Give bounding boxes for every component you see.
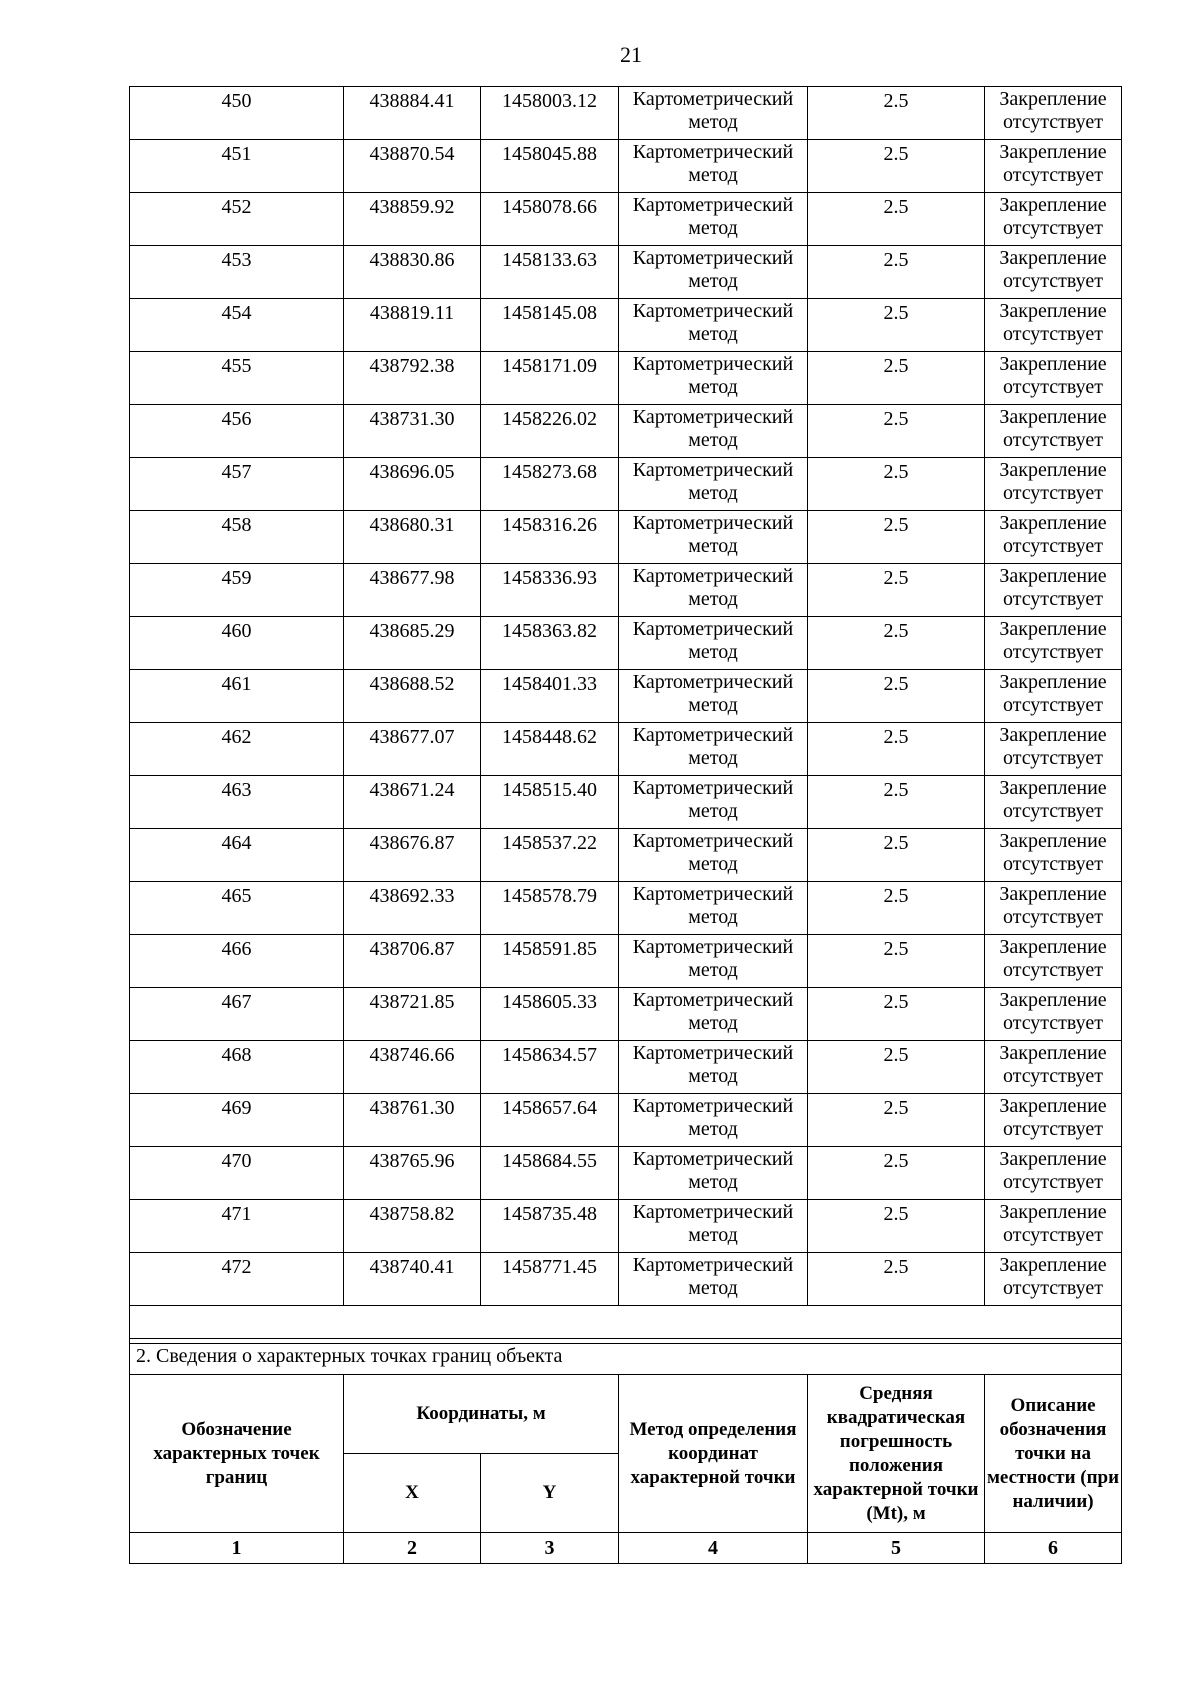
description-line: Закрепление bbox=[999, 141, 1107, 163]
table-row bbox=[130, 299, 1122, 352]
method-cell bbox=[619, 1041, 808, 1094]
mt-value: 2.5 bbox=[808, 1147, 985, 1200]
table-row bbox=[130, 564, 1122, 617]
coord-y: 1458401.33 bbox=[481, 670, 619, 723]
table-row bbox=[130, 458, 1122, 511]
mt-value: 2.5 bbox=[808, 1094, 985, 1147]
method-cell bbox=[619, 882, 808, 935]
coord-y: 1458578.79 bbox=[481, 882, 619, 935]
point-number: 467 bbox=[130, 988, 344, 1041]
coord-x: 438677.07 bbox=[344, 723, 481, 776]
method-line: Картометрический bbox=[632, 671, 794, 693]
coord-x: 438830.86 bbox=[344, 246, 481, 299]
description-line: отсутствует bbox=[1002, 111, 1104, 133]
coord-y: 1458145.08 bbox=[481, 299, 619, 352]
coord-y: 1458684.55 bbox=[481, 1147, 619, 1200]
method-line: Картометрический bbox=[632, 565, 794, 587]
description-cell bbox=[985, 1200, 1122, 1253]
method-cell bbox=[619, 723, 808, 776]
description-cell bbox=[985, 1147, 1122, 1200]
section2-table bbox=[129, 1338, 1122, 1564]
description-line: отсутствует bbox=[1002, 1065, 1104, 1087]
method-line: метод bbox=[688, 376, 738, 398]
col-number-4: 4 bbox=[619, 1533, 808, 1564]
table-row bbox=[130, 723, 1122, 776]
description-cell bbox=[985, 776, 1122, 829]
table-row bbox=[130, 988, 1122, 1041]
coord-x: 438761.30 bbox=[344, 1094, 481, 1147]
method-line: метод bbox=[688, 323, 738, 345]
method-line: Картометрический bbox=[632, 830, 794, 852]
method-line: метод bbox=[688, 217, 738, 239]
description-line: Закрепление bbox=[999, 1254, 1107, 1276]
description-cell bbox=[985, 511, 1122, 564]
coord-x: 438758.82 bbox=[344, 1200, 481, 1253]
method-line: метод bbox=[688, 164, 738, 186]
mt-value: 2.5 bbox=[808, 405, 985, 458]
header-x: X bbox=[344, 1454, 481, 1533]
coord-x: 438746.66 bbox=[344, 1041, 481, 1094]
point-number: 471 bbox=[130, 1200, 344, 1253]
method-line: Картометрический bbox=[632, 1148, 794, 1170]
coord-x: 438692.33 bbox=[344, 882, 481, 935]
method-cell bbox=[619, 1147, 808, 1200]
description-cell bbox=[985, 193, 1122, 246]
mt-value: 2.5 bbox=[808, 140, 985, 193]
point-number: 469 bbox=[130, 1094, 344, 1147]
description-line: Закрепление bbox=[999, 565, 1107, 587]
coord-x: 438884.41 bbox=[344, 87, 481, 140]
method-line: Картометрический bbox=[632, 141, 794, 163]
description-line: отсутствует bbox=[1002, 1224, 1104, 1246]
coord-y: 1458003.12 bbox=[481, 87, 619, 140]
table-row bbox=[130, 405, 1122, 458]
point-number: 456 bbox=[130, 405, 344, 458]
description-cell bbox=[985, 564, 1122, 617]
coord-y: 1458605.33 bbox=[481, 988, 619, 1041]
mt-value: 2.5 bbox=[808, 1253, 985, 1306]
description-line: отсутствует bbox=[1002, 800, 1104, 822]
point-number: 454 bbox=[130, 299, 344, 352]
description-line: Закрепление bbox=[999, 194, 1107, 216]
method-cell bbox=[619, 670, 808, 723]
method-line: метод bbox=[688, 588, 738, 610]
table-row bbox=[130, 617, 1122, 670]
method-line: Картометрический bbox=[632, 936, 794, 958]
method-line: Картометрический bbox=[632, 1254, 794, 1276]
method-line: Картометрический bbox=[632, 618, 794, 640]
col-number-2: 2 bbox=[344, 1533, 481, 1564]
method-cell bbox=[619, 617, 808, 670]
mt-value: 2.5 bbox=[808, 246, 985, 299]
coord-x: 438721.85 bbox=[344, 988, 481, 1041]
method-line: метод bbox=[688, 535, 738, 557]
method-line: метод bbox=[688, 959, 738, 981]
table-row bbox=[130, 1147, 1122, 1200]
method-cell bbox=[619, 140, 808, 193]
description-line: Закрепление bbox=[999, 512, 1107, 534]
coord-y: 1458448.62 bbox=[481, 723, 619, 776]
method-line: метод bbox=[688, 1065, 738, 1087]
coord-y: 1458591.85 bbox=[481, 935, 619, 988]
point-number: 461 bbox=[130, 670, 344, 723]
method-line: Картометрический bbox=[632, 353, 794, 375]
method-cell bbox=[619, 352, 808, 405]
mt-value: 2.5 bbox=[808, 723, 985, 776]
description-cell bbox=[985, 458, 1122, 511]
coord-y: 1458171.09 bbox=[481, 352, 619, 405]
method-line: метод bbox=[688, 270, 738, 292]
description-line: Закрепление bbox=[999, 459, 1107, 481]
table-row bbox=[130, 829, 1122, 882]
header-desc: Описание обозначения точки на местности (при наличии) bbox=[985, 1375, 1122, 1533]
table-row bbox=[130, 511, 1122, 564]
description-line: отсутствует bbox=[1002, 323, 1104, 345]
point-number: 465 bbox=[130, 882, 344, 935]
description-cell bbox=[985, 87, 1122, 140]
description-line: Закрепление bbox=[999, 300, 1107, 322]
section2-title: 2. Сведения о характерных точках границ объекта bbox=[130, 1339, 1122, 1375]
header-method: Метод определения координат характерной точки bbox=[619, 1375, 808, 1533]
coord-x: 438765.96 bbox=[344, 1147, 481, 1200]
method-cell bbox=[619, 511, 808, 564]
point-number: 460 bbox=[130, 617, 344, 670]
point-number: 453 bbox=[130, 246, 344, 299]
header-mt: Средняя квадратическая погрешность положения характерной точки (Mt), м bbox=[808, 1375, 985, 1533]
mt-value: 2.5 bbox=[808, 193, 985, 246]
description-cell bbox=[985, 935, 1122, 988]
table-row bbox=[130, 1041, 1122, 1094]
description-cell bbox=[985, 405, 1122, 458]
method-cell bbox=[619, 458, 808, 511]
coord-x: 438696.05 bbox=[344, 458, 481, 511]
coord-y: 1458657.64 bbox=[481, 1094, 619, 1147]
description-line: отсутствует bbox=[1002, 853, 1104, 875]
method-cell bbox=[619, 299, 808, 352]
description-cell bbox=[985, 352, 1122, 405]
coord-x: 438870.54 bbox=[344, 140, 481, 193]
coord-x: 438671.24 bbox=[344, 776, 481, 829]
method-line: метод bbox=[688, 800, 738, 822]
method-line: метод bbox=[688, 747, 738, 769]
method-line: Картометрический bbox=[632, 1042, 794, 1064]
method-line: метод bbox=[688, 429, 738, 451]
mt-value: 2.5 bbox=[808, 458, 985, 511]
method-line: Картометрический bbox=[632, 512, 794, 534]
method-line: Картометрический bbox=[632, 989, 794, 1011]
description-line: Закрепление bbox=[999, 88, 1107, 110]
description-cell bbox=[985, 1253, 1122, 1306]
method-line: метод bbox=[688, 482, 738, 504]
description-cell bbox=[985, 882, 1122, 935]
description-line: отсутствует bbox=[1002, 747, 1104, 769]
points-table-body bbox=[130, 87, 1122, 1344]
table-row bbox=[130, 352, 1122, 405]
point-number: 468 bbox=[130, 1041, 344, 1094]
coord-x: 438706.87 bbox=[344, 935, 481, 988]
mt-value: 2.5 bbox=[808, 299, 985, 352]
mt-value: 2.5 bbox=[808, 511, 985, 564]
coord-y: 1458634.57 bbox=[481, 1041, 619, 1094]
col-number-6: 6 bbox=[985, 1533, 1122, 1564]
point-number: 470 bbox=[130, 1147, 344, 1200]
description-line: отсутствует bbox=[1002, 482, 1104, 504]
method-cell bbox=[619, 1253, 808, 1306]
description-line: Закрепление bbox=[999, 777, 1107, 799]
description-line: отсутствует bbox=[1002, 641, 1104, 663]
coord-y: 1458273.68 bbox=[481, 458, 619, 511]
point-number: 464 bbox=[130, 829, 344, 882]
method-line: метод bbox=[688, 641, 738, 663]
description-cell bbox=[985, 1041, 1122, 1094]
description-line: Закрепление bbox=[999, 618, 1107, 640]
coord-y: 1458226.02 bbox=[481, 405, 619, 458]
coord-x: 438859.92 bbox=[344, 193, 481, 246]
description-cell bbox=[985, 1094, 1122, 1147]
coord-y: 1458363.82 bbox=[481, 617, 619, 670]
method-line: Картометрический bbox=[632, 1095, 794, 1117]
description-line: Закрепление bbox=[999, 353, 1107, 375]
description-cell bbox=[985, 829, 1122, 882]
description-cell bbox=[985, 246, 1122, 299]
table-row bbox=[130, 87, 1122, 140]
coord-x: 438688.52 bbox=[344, 670, 481, 723]
method-line: Картометрический bbox=[632, 777, 794, 799]
mt-value: 2.5 bbox=[808, 87, 985, 140]
coord-y: 1458078.66 bbox=[481, 193, 619, 246]
method-line: Картометрический bbox=[632, 883, 794, 905]
mt-value: 2.5 bbox=[808, 1200, 985, 1253]
method-cell bbox=[619, 935, 808, 988]
description-line: отсутствует bbox=[1002, 217, 1104, 239]
mt-value: 2.5 bbox=[808, 564, 985, 617]
coord-y: 1458045.88 bbox=[481, 140, 619, 193]
coord-x: 438685.29 bbox=[344, 617, 481, 670]
description-cell bbox=[985, 670, 1122, 723]
coord-y: 1458316.26 bbox=[481, 511, 619, 564]
coord-x: 438731.30 bbox=[344, 405, 481, 458]
description-cell bbox=[985, 140, 1122, 193]
point-number: 451 bbox=[130, 140, 344, 193]
mt-value: 2.5 bbox=[808, 882, 985, 935]
method-line: Картометрический bbox=[632, 194, 794, 216]
coord-x: 438819.11 bbox=[344, 299, 481, 352]
point-number: 463 bbox=[130, 776, 344, 829]
table-row bbox=[130, 1253, 1122, 1306]
method-line: Картометрический bbox=[632, 247, 794, 269]
point-number: 458 bbox=[130, 511, 344, 564]
coord-x: 438676.87 bbox=[344, 829, 481, 882]
description-line: Закрепление bbox=[999, 936, 1107, 958]
point-number: 452 bbox=[130, 193, 344, 246]
description-line: отсутствует bbox=[1002, 1012, 1104, 1034]
description-line: отсутствует bbox=[1002, 959, 1104, 981]
coord-x: 438792.38 bbox=[344, 352, 481, 405]
description-line: отсутствует bbox=[1002, 429, 1104, 451]
coord-y: 1458735.48 bbox=[481, 1200, 619, 1253]
coord-y: 1458515.40 bbox=[481, 776, 619, 829]
method-line: метод bbox=[688, 694, 738, 716]
coord-y: 1458771.45 bbox=[481, 1253, 619, 1306]
mt-value: 2.5 bbox=[808, 988, 985, 1041]
method-cell bbox=[619, 193, 808, 246]
coord-x: 438680.31 bbox=[344, 511, 481, 564]
method-cell bbox=[619, 564, 808, 617]
description-line: отсутствует bbox=[1002, 906, 1104, 928]
description-line: Закрепление bbox=[999, 830, 1107, 852]
description-cell bbox=[985, 988, 1122, 1041]
description-line: отсутствует bbox=[1002, 164, 1104, 186]
table-row bbox=[130, 193, 1122, 246]
table-row bbox=[130, 1094, 1122, 1147]
mt-value: 2.5 bbox=[808, 352, 985, 405]
page-number: 21 bbox=[620, 42, 642, 67]
table-row bbox=[130, 935, 1122, 988]
method-line: Картометрический bbox=[632, 300, 794, 322]
point-number: 459 bbox=[130, 564, 344, 617]
method-cell bbox=[619, 776, 808, 829]
method-cell bbox=[619, 1200, 808, 1253]
coord-x: 438740.41 bbox=[344, 1253, 481, 1306]
description-line: отсутствует bbox=[1002, 694, 1104, 716]
method-line: метод bbox=[688, 1171, 738, 1193]
description-line: Закрепление bbox=[999, 724, 1107, 746]
point-number: 455 bbox=[130, 352, 344, 405]
description-line: Закрепление bbox=[999, 671, 1107, 693]
method-line: метод bbox=[688, 906, 738, 928]
method-line: Картометрический bbox=[632, 406, 794, 428]
description-line: Закрепление bbox=[999, 883, 1107, 905]
point-number: 457 bbox=[130, 458, 344, 511]
point-number: 450 bbox=[130, 87, 344, 140]
method-line: метод bbox=[688, 1118, 738, 1140]
table-row bbox=[130, 140, 1122, 193]
description-line: Закрепление bbox=[999, 989, 1107, 1011]
description-line: Закрепление bbox=[999, 1148, 1107, 1170]
method-line: метод bbox=[688, 1277, 738, 1299]
method-cell bbox=[619, 405, 808, 458]
coord-y: 1458336.93 bbox=[481, 564, 619, 617]
description-line: отсутствует bbox=[1002, 588, 1104, 610]
description-line: Закрепление bbox=[999, 1095, 1107, 1117]
description-cell bbox=[985, 723, 1122, 776]
method-line: метод bbox=[688, 1224, 738, 1246]
col-number-3: 3 bbox=[481, 1533, 619, 1564]
col-number-5: 5 bbox=[808, 1533, 985, 1564]
header-y: Y bbox=[481, 1454, 619, 1533]
table-row bbox=[130, 246, 1122, 299]
description-cell bbox=[985, 617, 1122, 670]
method-line: метод bbox=[688, 853, 738, 875]
col-number-1: 1 bbox=[130, 1533, 344, 1564]
description-line: Закрепление bbox=[999, 1042, 1107, 1064]
table-row bbox=[130, 1200, 1122, 1253]
header-coords: Координаты, м bbox=[344, 1375, 619, 1454]
coord-y: 1458537.22 bbox=[481, 829, 619, 882]
point-number: 466 bbox=[130, 935, 344, 988]
table-row bbox=[130, 882, 1122, 935]
method-cell bbox=[619, 829, 808, 882]
mt-value: 2.5 bbox=[808, 1041, 985, 1094]
description-line: отсутствует bbox=[1002, 535, 1104, 557]
mt-value: 2.5 bbox=[808, 935, 985, 988]
mt-value: 2.5 bbox=[808, 776, 985, 829]
point-number: 462 bbox=[130, 723, 344, 776]
description-line: отсутствует bbox=[1002, 1118, 1104, 1140]
mt-value: 2.5 bbox=[808, 829, 985, 882]
method-line: Картометрический bbox=[632, 724, 794, 746]
description-line: Закрепление bbox=[999, 247, 1107, 269]
method-cell bbox=[619, 1094, 808, 1147]
description-line: отсутствует bbox=[1002, 1277, 1104, 1299]
method-cell bbox=[619, 988, 808, 1041]
description-line: отсутствует bbox=[1002, 1171, 1104, 1193]
header-designation: Обозначение характерных точек границ bbox=[130, 1375, 344, 1533]
point-number: 472 bbox=[130, 1253, 344, 1306]
method-line: метод bbox=[688, 1012, 738, 1034]
description-line: Закрепление bbox=[999, 406, 1107, 428]
method-line: Картометрический bbox=[632, 1201, 794, 1223]
description-line: отсутствует bbox=[1002, 376, 1104, 398]
description-cell bbox=[985, 299, 1122, 352]
method-cell bbox=[619, 246, 808, 299]
method-line: метод bbox=[688, 111, 738, 133]
method-line: Картометрический bbox=[632, 459, 794, 481]
method-line: Картометрический bbox=[632, 88, 794, 110]
table-row bbox=[130, 670, 1122, 723]
description-line: отсутствует bbox=[1002, 270, 1104, 292]
coord-y: 1458133.63 bbox=[481, 246, 619, 299]
points-table bbox=[129, 86, 1122, 1344]
coord-x: 438677.98 bbox=[344, 564, 481, 617]
mt-value: 2.5 bbox=[808, 617, 985, 670]
method-cell bbox=[619, 87, 808, 140]
mt-value: 2.5 bbox=[808, 670, 985, 723]
table-row bbox=[130, 776, 1122, 829]
description-line: Закрепление bbox=[999, 1201, 1107, 1223]
